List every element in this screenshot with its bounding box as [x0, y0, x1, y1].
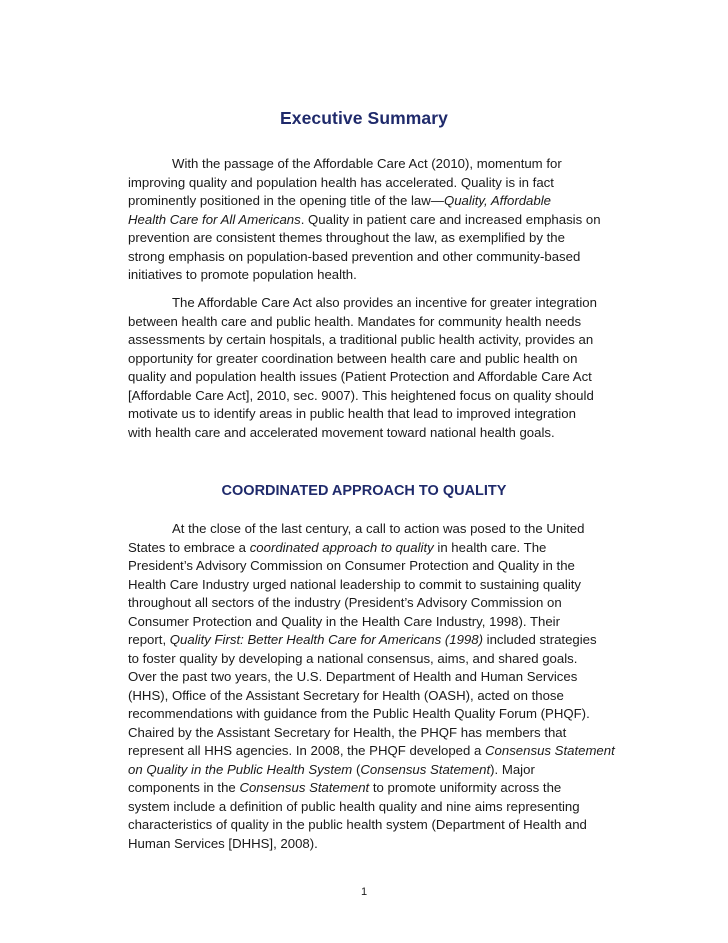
paragraph-line: The Affordable Care Act also provides an incentive for greater integration: [172, 295, 597, 310]
paragraph-line: opportunity for greater coordination between health care and public health on: [128, 350, 578, 366]
paragraph-line: At the close of the last century, a call to action was posed to the United: [172, 521, 585, 536]
paragraph-line: Human Services [DHHS], 2008).: [128, 835, 318, 851]
paragraph-line: characteristics of quality in the public health system (Department of Health and: [128, 817, 587, 832]
paragraph-line: With the passage of the Affordable Care Act (2010), momentum for: [172, 156, 562, 171]
paragraph-line: Over the past two years, the U.S. Department of Health and Human Services: [128, 669, 578, 684]
paragraph-line: (HHS), Office of the Assistant Secretary for Health (OASH), acted on those: [128, 687, 564, 703]
paragraph-line: motivate us to identify areas in public health that lead to improved integration: [128, 406, 576, 421]
paragraph-line: Consumer Protection and Quality in the Health Care Industry, 1998). Their: [128, 613, 560, 629]
paragraph-line: represent all HHS agencies. In 2008, the PHQF developed a Consensus Statement: [128, 743, 615, 758]
paragraph-2: [128, 294, 600, 442]
paragraph-line: strong emphasis on population-based prevention and other community-based: [128, 248, 581, 264]
paragraph-3: [128, 520, 615, 853]
page-number: 1: [360, 886, 368, 898]
paragraph-line: report, Quality First: Better Health Care for Americans (1998) included strategies: [128, 632, 597, 647]
paragraph-line: President’s Advisory Commission on Consumer Protection and Quality in the: [128, 558, 575, 573]
paragraph-line: system include a definition of public health quality and nine aims representing: [128, 798, 580, 814]
paragraph-line: components in the Consensus Statement to promote uniformity across the: [128, 780, 562, 795]
paragraph-line: improving quality and population health has accelerated. Quality is in fact: [128, 174, 554, 190]
paragraph-line: throughout all sectors of the industry (President’s Advisory Commission on: [128, 595, 562, 610]
paragraph-line: recommendations with guidance from the Public Health Quality Forum (PHQF).: [128, 706, 590, 721]
paragraph-line: Health Care for All Americans. Quality in patient care and increased emphasis on: [128, 211, 601, 227]
paragraph-line: to foster quality by developing a national consensus, aims, and shared goals.: [128, 650, 578, 666]
section-heading: COORDINATED APPROACH TO QUALITY: [221, 483, 507, 499]
page-title: Executive Summary: [279, 108, 449, 128]
paragraph-line: States to embrace a coordinated approach to quality in health care. The: [128, 539, 547, 555]
paragraph-line: [Affordable Care Act], 2010, sec. 9007). This heightened focus on quality should: [128, 387, 594, 403]
paragraph-line: prevention are consistent themes throughout the law, as exemplified by the: [128, 230, 565, 245]
paragraph-line: initiatives to promote population health.: [128, 267, 357, 282]
paragraph-line: Chaired by the Assistant Secretary for Health, the PHQF has members that: [128, 724, 567, 740]
paragraph-line: prominently positioned in the opening title of the law—Quality, Affordable: [128, 193, 551, 208]
paragraph-line: assessments by certain hospitals, a traditional public health activity, provides an: [128, 332, 594, 347]
paragraph-line: on Quality in the Public Health System (Consensus Statement). Major: [128, 761, 535, 777]
paragraph-line: with health care and accelerated movement toward national health goals.: [128, 424, 555, 440]
paragraph-line: quality and population health issues (Patient Protection and Affordable Care Act: [128, 369, 592, 384]
paragraph-1: [128, 155, 600, 285]
paragraph-line: Health Care Industry urged national leadership to commit to sustaining quality: [128, 576, 582, 592]
paragraph-line: between health care and public health. Mandates for community health needs: [128, 313, 582, 329]
